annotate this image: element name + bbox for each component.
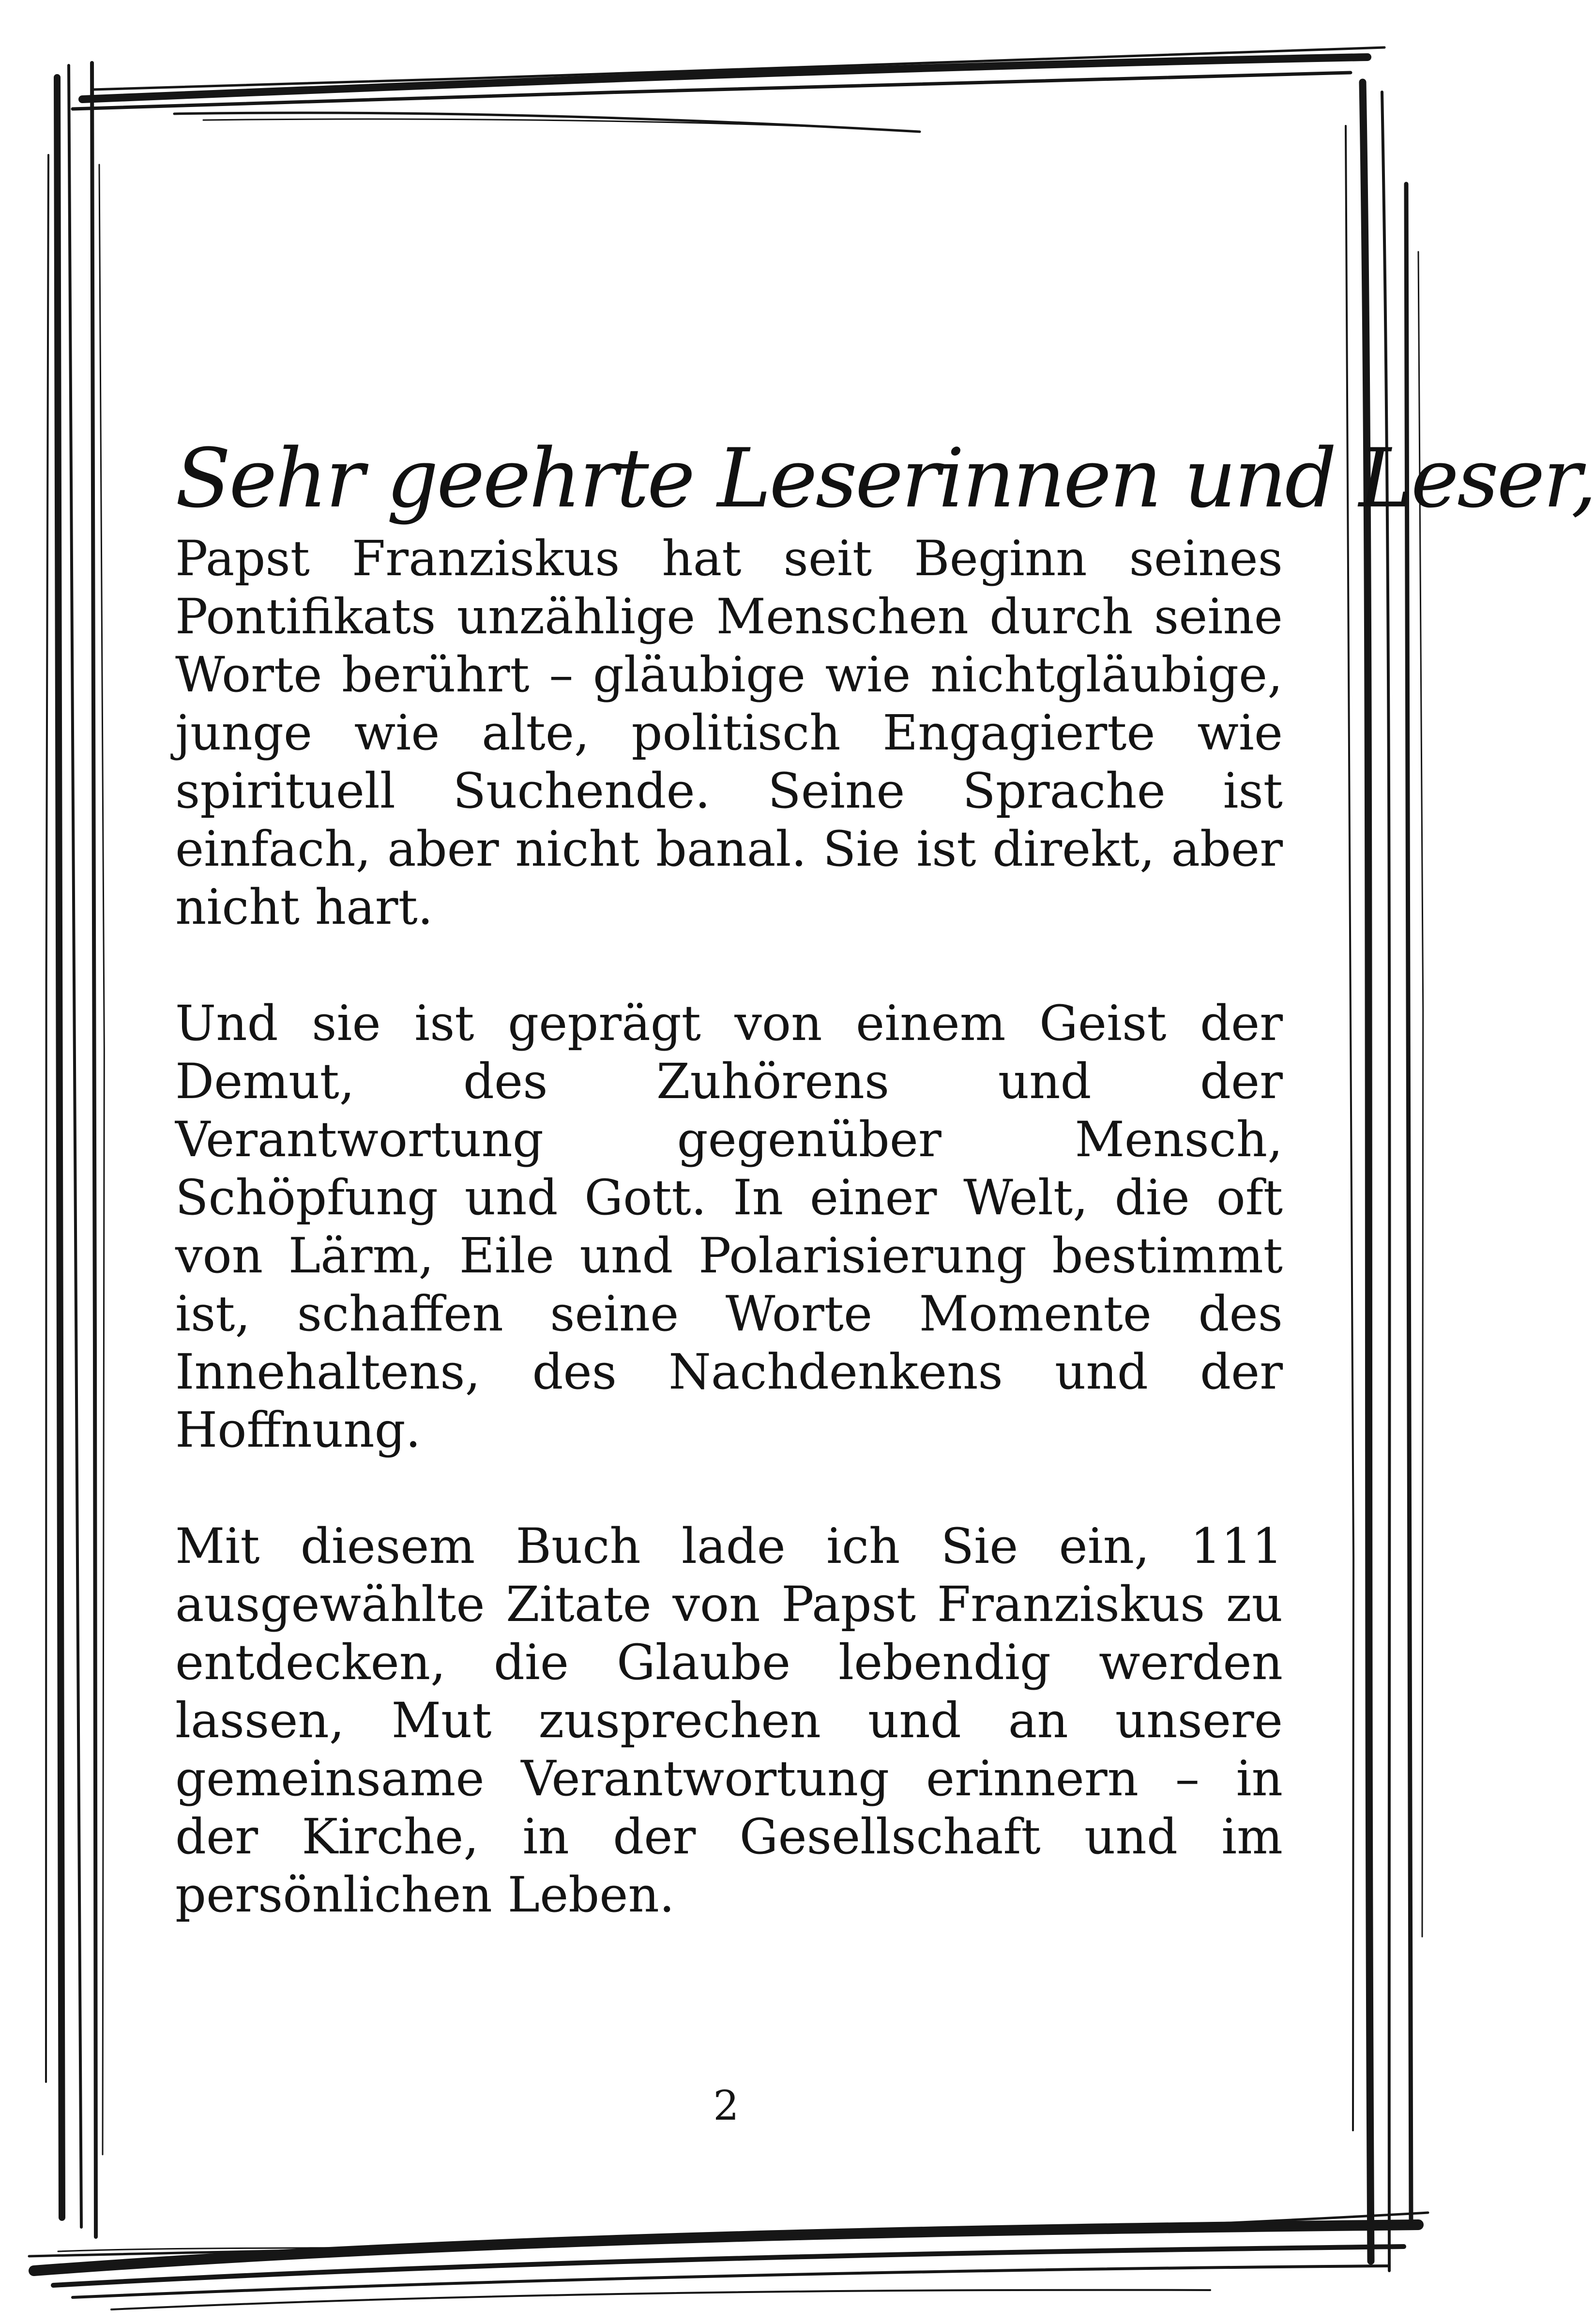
paragraph-3: Mit diesem Buch lade ich Sie ein, 111 ausgewählte Zitate von Papst Franziskus zu entdecken, die Glaube lebendig werden lassen, Mut zusprechen und an unsere gemeinsame Verantwortung erinnern – in der Kirche, in der Gesellschaft und im persönlichen Leben. <box>175 1518 1283 1924</box>
paragraph-1: Papst Franziskus hat seit Beginn seines Pontifikats unzählige Menschen durch seine Worte berührt – gläubige wie nichtgläubige, junge wie alte, politisch Engagierte wie spirituell Suchende. Seine Sprache ist einfach, aber nicht banal. Sie ist direkt, aber nicht hart. <box>175 530 1283 936</box>
paragraph-2: Und sie ist geprägt von einem Geist der Demut, des Zuhörens und der Verantwortung gegenüber Mensch, Schöpfung und Gott. In einer Welt, die oft von Lärm, Eile und Polarisierung bestimmt ist, schaffen seine Worte Momente des Innehaltens, des Nachdenkens und der Hoffnung. <box>175 995 1283 1459</box>
letter-content <box>175 431 1595 1982</box>
page-number: 2 <box>713 2082 739 2129</box>
letter-salutation: Sehr geehrte Leserinnen und Leser, <box>175 431 1595 526</box>
